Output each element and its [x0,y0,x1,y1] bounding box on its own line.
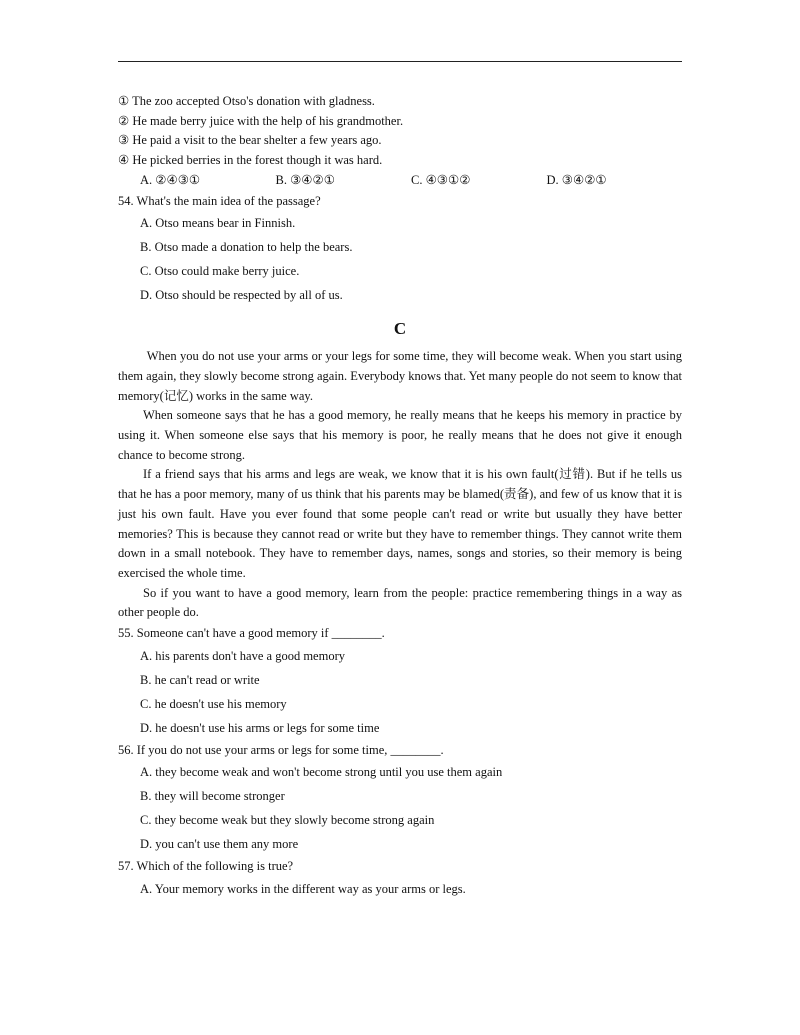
question-56-choice-b: B. they will become stronger [140,789,285,804]
order-option-d: D. ③④②① [546,172,607,187]
question-54-choice-a: A. Otso means bear in Finnish. [140,216,296,231]
statement-1: ① The zoo accepted Otso's donation with gladness. [118,94,375,108]
question-55-choice-b: B. he can't read or write [140,672,260,687]
passage [118,347,682,623]
question-56-text: 56. If you do not use your arms or legs for some time, ________. [118,742,444,757]
question-56-choice-c: C. they become weak but they slowly become strong again [140,813,435,828]
statement-4: ④ He picked berries in the forest though it was hard. [118,153,383,168]
question-54-choice-d: D. Otso should be respected by all of us. [140,288,343,303]
question-55-choice-c: C. he doesn't use his memory [140,696,287,711]
order-option-a: A. ②④③① [140,172,201,187]
question-57-choice-a: A. Your memory works in the different way as your arms or legs. [140,882,466,897]
order-option-b: B. ③④②① [275,172,335,187]
passage-paragraph-3: If a friend says that his arms and legs are weak, we know that it is his own fault(过错). But if he tells us that he has a poor memory, many of us think that his parents may be blamed(责备), and few of us know that it is just his own fault. Have you ever found that some people can't read or write but usually they have better memories? This is because they cannot read or write but they have to remember things. They cannot write them down in a small notebook. They have to remember days, names, songs and stories, so their memory is being exercised the whole time. [118,467,682,580]
passage-paragraph-2: When someone says that he has a good memory, he really means that he keeps his memory in practice by using it. When someone else says that his memory is poor, he really means that he does not give it enough chance to become strong. [118,408,682,462]
question-55-text: 55. Someone can't have a good memory if ________. [118,626,385,641]
passage-paragraph-4: So if you want to have a good memory, learn from the people: practice remembering things in a way as other people do. [118,585,682,620]
header-rule [118,61,682,62]
question-56 [118,741,682,857]
passage-paragraph-1: When you do not use your arms or your legs for some time, they will become weak. When you start using them again, they slowly become strong again. Everybody knows that. Yet many people do not seem to know that memory(记忆) works in the same way. [118,349,682,403]
question-56-choice-d: D. you can't use them any more [140,837,299,852]
question-55 [118,624,682,740]
question-54-choice-b: B. Otso made a donation to help the bears. [140,240,353,255]
page-content [118,92,682,901]
statement-3: ③ He paid a visit to the bear shelter a few years ago. [118,133,382,148]
statement-list [118,92,682,171]
order-option-c: C. ④③①② [411,172,471,187]
question-57-text: 57. Which of the following is true? [118,859,294,874]
question-55-choice-a: A. his parents don't have a good memory [140,648,345,663]
question-57 [118,857,682,901]
question-54-text: 54. What's the main idea of the passage? [118,193,321,208]
question-54 [118,192,682,308]
question-54-choice-c: C. Otso could make berry juice. [140,264,300,279]
question-55-choice-d: D. he doesn't use his arms or legs for some time [140,720,380,735]
section-heading: C [393,319,407,339]
statement-2: ② He made berry juice with the help of his grandmother. [118,113,404,128]
order-options [118,171,682,191]
question-56-choice-a: A. they become weak and won't become strong until you use them again [140,765,503,780]
